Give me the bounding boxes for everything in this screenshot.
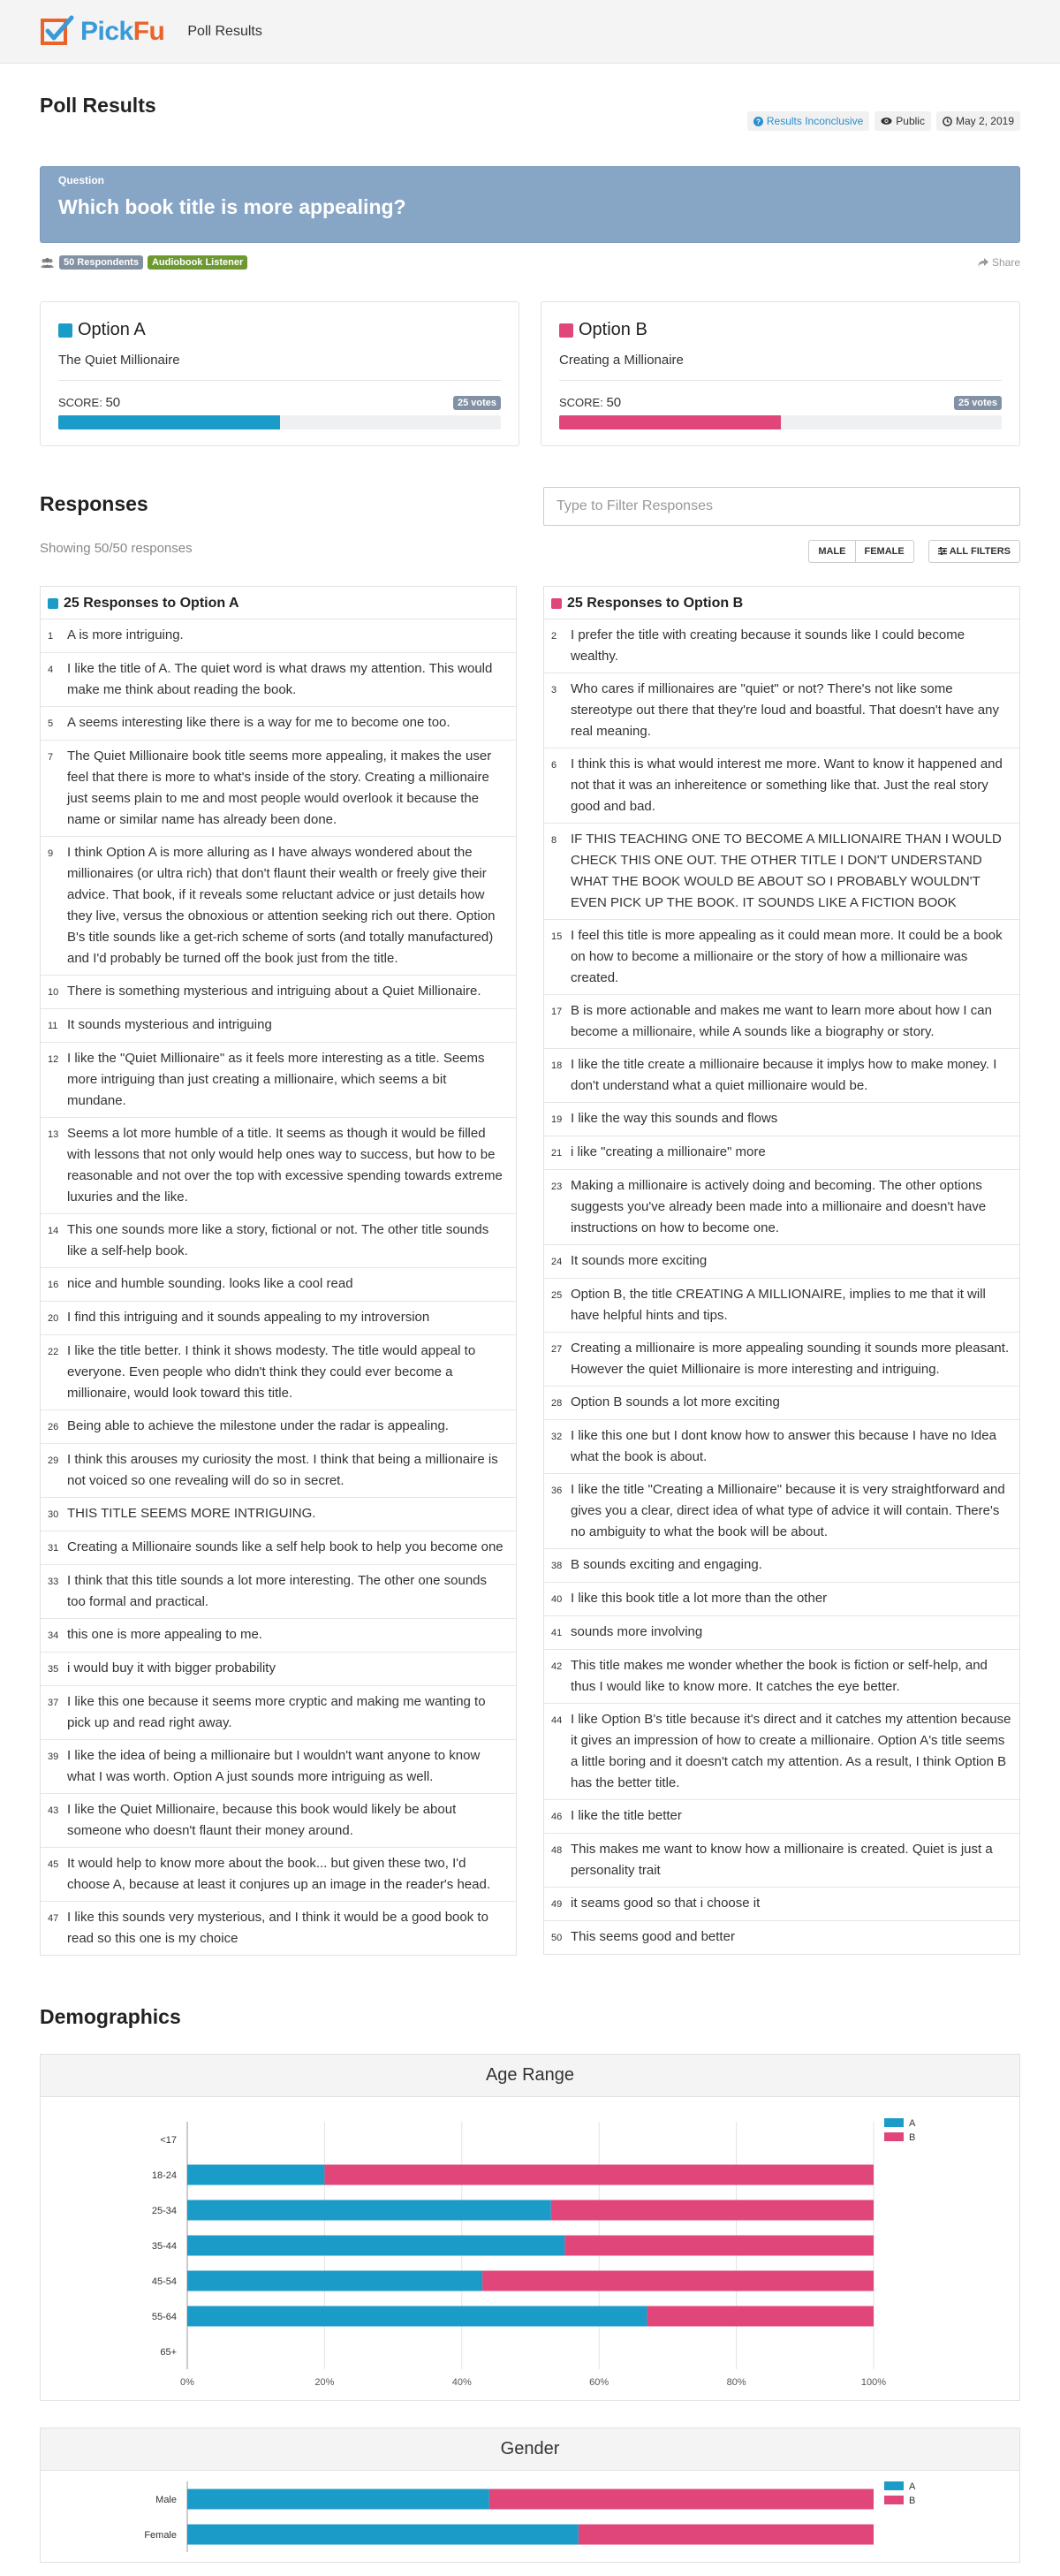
- response-text: this one is more appealing to me.: [67, 1627, 262, 1642]
- response-item: [544, 1245, 1019, 1279]
- response-item: [41, 1740, 516, 1794]
- response-number: 22: [48, 1347, 59, 1357]
- gender-filter-group: [808, 540, 913, 563]
- response-item: [544, 1704, 1019, 1800]
- response-number: 35: [48, 1664, 59, 1675]
- bar-b-55-64[interactable]: [647, 2306, 874, 2327]
- response-item: [41, 1848, 516, 1902]
- x-tick-label: 0%: [180, 2377, 194, 2388]
- demographics-title: Demographics: [40, 2005, 181, 2028]
- legend-label: A: [909, 2481, 916, 2492]
- response-number: 48: [551, 1845, 563, 1856]
- response-text: The Quiet Millionaire book title seems more appealing, it makes the user feel that there is more to what's inside of the story. Creating a millionaire just seems plain to me and most people would overlook it because the name or similar name has already been done.: [67, 748, 492, 827]
- response-number: 14: [48, 1226, 59, 1236]
- eye-icon: [881, 117, 892, 125]
- response-text: A is more intriguing.: [67, 627, 184, 642]
- option-a-label: Option A: [78, 320, 146, 339]
- sliders-icon: [938, 547, 947, 555]
- option-a-score: SCORE: 50: [58, 395, 121, 410]
- bar-a-25-34[interactable]: [187, 2200, 551, 2221]
- response-item: [41, 619, 516, 653]
- response-text: Option B, the title CREATING A MILLIONAIRE, implies to me that it will have helpful hints and tips.: [571, 1287, 986, 1323]
- response-text: I like the way this sounds and flows: [571, 1111, 778, 1126]
- response-text: This one sounds more like a story, fictional or not. The other title sounds like a self-help book.: [67, 1222, 489, 1258]
- response-text: I like this book title a lot more than the other: [571, 1591, 828, 1606]
- response-item: [544, 1549, 1019, 1583]
- response-text: I like Option B's title because it's direct and it catches my attention because it gives an impression of how to create a millionaire. Option A's title seems a little boring and it doesn't catch my attention. As a result, I think Option B has the better title.: [571, 1712, 1011, 1790]
- response-number: 17: [551, 1007, 563, 1017]
- question-text: Which book title is more appealing?: [58, 195, 406, 218]
- response-item: [41, 1653, 516, 1686]
- response-item: [544, 1650, 1019, 1704]
- response-item: [41, 1444, 516, 1498]
- response-number: 19: [551, 1114, 563, 1125]
- gender-chart-title: Gender: [41, 2428, 1019, 2471]
- response-text: Option B sounds a lot more exciting: [571, 1394, 780, 1410]
- response-number: 5: [48, 718, 54, 729]
- response-item: [41, 1565, 516, 1619]
- share-icon: [978, 258, 988, 267]
- response-text: Creating a Millionaire sounds like a self help book to help you become one: [67, 1539, 504, 1554]
- category-label: 35-44: [151, 2241, 177, 2252]
- response-item: [544, 748, 1019, 824]
- responses-option-b: [543, 586, 1020, 1955]
- page-header: [40, 88, 1020, 131]
- gender-chart: [41, 2471, 1019, 2559]
- response-number: 9: [48, 848, 54, 859]
- response-text: I like this one because it seems more cryptic and making me wanting to pick up and read right away.: [67, 1694, 486, 1730]
- option-b-swatch: [559, 323, 573, 338]
- response-number: 6: [551, 760, 557, 771]
- response-item: [544, 1387, 1019, 1420]
- response-number: 8: [551, 835, 557, 846]
- response-text: This title makes me wonder whether the book is fiction or self-help, and thus I would like to know more. It catches the eye better.: [571, 1658, 988, 1694]
- response-item: [544, 995, 1019, 1049]
- response-text: I like the title better: [571, 1808, 682, 1823]
- response-text: sounds more involving: [571, 1624, 703, 1639]
- response-number: 46: [551, 1812, 563, 1822]
- option-a-votes: 25 votes: [453, 396, 501, 410]
- option-a-title: The Quiet Millionaire: [58, 353, 501, 381]
- response-item: [544, 1474, 1019, 1549]
- legend-swatch-a: [884, 2481, 904, 2490]
- x-tick-label: 40%: [451, 2377, 472, 2388]
- poll-meta: [40, 255, 1020, 270]
- option-card-b: [541, 301, 1020, 446]
- legend-label: A: [909, 2118, 916, 2129]
- option-b-score-bar: [559, 415, 1002, 429]
- response-text: IF THIS TEACHING ONE TO BECOME A MILLIONAIRE THAN I WOULD CHECK THIS ONE OUT. THE OTHER TITLE I DON'T UNDERSTAND WHAT THE BOOK WOULD BE ABOUT SO I PROBABLY WOULDN'T EVEN PICK UP THE BOOK. IT SOUNDS LIKE A FICTION BOOK: [571, 832, 1002, 910]
- response-text: i would buy it with bigger probability: [67, 1660, 276, 1676]
- option-b-title: Creating a Millionaire: [559, 353, 1002, 381]
- pickfu-logo[interactable]: [40, 14, 164, 49]
- gender-chart-card: [40, 2428, 1020, 2563]
- option-b-votes: 25 votes: [954, 396, 1002, 410]
- option-b-swatch: [551, 598, 562, 609]
- response-number: 43: [48, 1805, 59, 1816]
- response-item: [41, 741, 516, 837]
- response-item: [544, 1420, 1019, 1474]
- response-number: 4: [48, 665, 54, 675]
- age-range-chart: [41, 2097, 1019, 2397]
- category-label: 18-24: [151, 2170, 177, 2181]
- response-item: [544, 1103, 1019, 1136]
- response-number: 30: [48, 1509, 59, 1520]
- visibility-text: Public: [896, 115, 925, 127]
- response-number: 20: [48, 1313, 59, 1324]
- response-text: B is more actionable and makes me want to learn more about how I can become a millionaire, while A sounds like a biography or story.: [571, 1003, 992, 1039]
- response-text: Who cares if millionaires are "quiet" or not? There's not like some stereotype out there that they're loud and boastful. That doesn't have any real meaning.: [571, 681, 999, 739]
- response-number: 15: [551, 931, 563, 942]
- response-item: [544, 824, 1019, 920]
- response-number: 32: [551, 1432, 563, 1442]
- response-number: 21: [551, 1148, 563, 1159]
- question-panel: [40, 166, 1020, 243]
- response-item: [41, 1302, 516, 1335]
- bar-b-male[interactable]: [489, 2489, 874, 2510]
- status-badge[interactable]: [747, 111, 869, 131]
- visibility-badge: [874, 111, 931, 131]
- response-item: [41, 1686, 516, 1740]
- response-item: [41, 707, 516, 741]
- response-number: 50: [551, 1933, 563, 1943]
- response-text: It sounds more exciting: [571, 1253, 708, 1268]
- options-row: [40, 301, 1020, 446]
- response-number: 34: [48, 1630, 59, 1641]
- question-label: Question: [58, 174, 105, 186]
- share-link[interactable]: [978, 256, 1020, 269]
- response-text: I think Option A is more alluring as I have always wondered about the millionaires (or ultra rich) that don't flaunt their wealth or freely give their advice. That book, if it reveals some reluctant advice or just details how they live, versus the obnoxious or attention seeking rich out there. Option B's title sounds like a get-rich scheme of sorts (and totally manufactured) and I'd probably be turned off the book just from the title.: [67, 845, 496, 966]
- all-filters-button[interactable]: ALL FILTERS: [928, 540, 1020, 563]
- response-item: [544, 1136, 1019, 1170]
- response-item: [544, 619, 1019, 673]
- date-badge: [936, 111, 1020, 131]
- response-item: [41, 1498, 516, 1531]
- response-number: 42: [551, 1661, 563, 1672]
- response-text: This makes me want to know how a millionaire is created. Quiet is just a personality trait: [571, 1842, 993, 1878]
- category-label: Female: [144, 2530, 177, 2541]
- response-item: [544, 1616, 1019, 1650]
- legend-label: B: [909, 2132, 916, 2143]
- bar-b-18-24[interactable]: [324, 2165, 874, 2185]
- response-item: [41, 653, 516, 707]
- response-number: 39: [48, 1752, 59, 1762]
- response-number: 11: [48, 1021, 58, 1031]
- response-item: [544, 1800, 1019, 1834]
- responses-count: Showing 50/50 responses: [40, 541, 193, 556]
- option-a-swatch: [58, 323, 72, 338]
- response-text: I think that this title sounds a lot more interesting. The other one sounds too formal and practical.: [67, 1573, 487, 1609]
- response-number: 12: [48, 1054, 59, 1065]
- bar-b-45-54[interactable]: [482, 2271, 874, 2291]
- response-item: [544, 1921, 1019, 1954]
- legend-swatch-b: [884, 2496, 904, 2504]
- response-text: I like this sounds very mysterious, and I think it would be a good book to read so this one is my choice: [67, 1910, 488, 1946]
- response-text: Being able to achieve the milestone under the radar is appealing.: [67, 1418, 449, 1433]
- status-text: Results Inconclusive: [766, 115, 864, 127]
- x-tick-label: 80%: [726, 2377, 746, 2388]
- response-item: [41, 1268, 516, 1302]
- female-filter-button[interactable]: FEMALE: [856, 540, 914, 563]
- response-number: 41: [551, 1628, 563, 1638]
- male-filter-button[interactable]: MALE: [808, 540, 855, 563]
- response-text: nice and humble sounding. looks like a cool read: [67, 1276, 353, 1291]
- response-number: 47: [48, 1913, 59, 1924]
- response-number: 18: [551, 1060, 563, 1071]
- responses-header: [40, 487, 1020, 563]
- category-label: 55-64: [151, 2312, 177, 2322]
- age-range-chart-card: [40, 2054, 1020, 2401]
- response-number: 3: [551, 685, 557, 695]
- response-number: 27: [551, 1344, 563, 1355]
- response-item: [41, 976, 516, 1009]
- bar-b-25-34[interactable]: [551, 2200, 874, 2221]
- response-number: 29: [48, 1455, 59, 1466]
- response-item: [544, 1888, 1019, 1921]
- bar-a-45-54[interactable]: [187, 2271, 482, 2291]
- age-range-chart-title: Age Range: [41, 2055, 1019, 2097]
- response-text: I like the "Quiet Millionaire" as it feels more interesting as a title. Seems more intriguing than just creating a millionaire, which seems a bit mundane.: [67, 1051, 485, 1108]
- response-item: [544, 920, 1019, 995]
- bar-b-female[interactable]: [579, 2525, 874, 2545]
- clock-icon: [943, 117, 952, 126]
- response-text: This seems good and better: [571, 1929, 735, 1944]
- response-item: [544, 1583, 1019, 1616]
- page-title: Poll Results: [40, 94, 156, 117]
- response-item: [41, 1794, 516, 1848]
- option-b-label: Option B: [579, 320, 647, 339]
- responses-a-title: 25 Responses to Option A: [64, 596, 239, 611]
- x-tick-label: 60%: [589, 2377, 610, 2388]
- response-text: I like the title better. I think it shows modesty. The title would appeal to everyone. Even people who didn't think they could ever become a millionaire, would look toward this title.: [67, 1343, 476, 1401]
- x-tick-label: 20%: [314, 2377, 335, 2388]
- response-text: I think this arouses my curiosity the most. I think that being a millionaire is not voiced so one revealing will do so in secret.: [67, 1452, 498, 1488]
- svg-text:?: ?: [755, 118, 761, 126]
- bar-a-55-64[interactable]: [187, 2306, 647, 2327]
- response-text: THIS TITLE SEEMS MORE INTRIGUING.: [67, 1506, 316, 1521]
- response-text: I like the idea of being a millionaire but I wouldn't want anyone to know what I was worth. Option A just sounds more intriguing as well.: [67, 1748, 481, 1784]
- response-text: Creating a millionaire is more appealing sounding it sounds more pleasant. However the quiet Millionaire is more interesting and intriguing.: [571, 1341, 1010, 1377]
- response-text: i like "creating a millionaire" more: [571, 1144, 766, 1159]
- response-number: 38: [551, 1561, 563, 1571]
- response-number: 2: [551, 631, 557, 642]
- response-item: [544, 1279, 1019, 1333]
- response-text: I feel this title is more appealing as it could mean more. It could be a book on how to become a millionaire or the story of how a millionaire was created.: [571, 928, 1003, 985]
- responses-b-title: 25 Responses to Option B: [567, 596, 744, 611]
- filter-responses-input[interactable]: [543, 487, 1020, 526]
- category-label: <17: [160, 2135, 177, 2146]
- response-item: [41, 1043, 516, 1118]
- response-item: [544, 1049, 1019, 1103]
- responses-b-list: [544, 619, 1019, 1954]
- option-card-a: [40, 301, 519, 446]
- response-number: 16: [48, 1280, 59, 1290]
- response-number: 36: [551, 1486, 563, 1496]
- bar-a-male[interactable]: [187, 2489, 489, 2510]
- responses-option-a: [40, 586, 517, 1956]
- bar-a-35-44[interactable]: [187, 2236, 564, 2256]
- response-number: 40: [551, 1594, 563, 1605]
- response-item: [544, 673, 1019, 748]
- response-number: 49: [551, 1899, 563, 1910]
- bar-b-35-44[interactable]: [564, 2236, 874, 2256]
- response-item: [41, 1410, 516, 1444]
- option-a-score-bar: [58, 415, 501, 429]
- bar-a-female[interactable]: [187, 2525, 579, 2545]
- response-item: [41, 1335, 516, 1410]
- header-badges: [747, 111, 1020, 131]
- response-text: Making a millionaire is actively doing and becoming. The other options suggests you've already been made into a millionaire and doesn't have instructions on how to become one.: [571, 1178, 987, 1235]
- audience-badge: Audiobook Listener: [148, 255, 247, 270]
- response-number: 28: [551, 1398, 563, 1409]
- response-item: [41, 1009, 516, 1043]
- legend-label: B: [909, 2496, 916, 2506]
- response-number: 23: [551, 1182, 563, 1192]
- top-bar: [0, 0, 1060, 64]
- responses-a-list: [41, 619, 516, 1955]
- response-item: [544, 1333, 1019, 1387]
- response-text: I find this intriguing and it sounds appealing to my introversion: [67, 1310, 430, 1325]
- response-text: It sounds mysterious and intriguing: [67, 1017, 272, 1032]
- response-item: [41, 1902, 516, 1955]
- logo-text: PickFu: [80, 16, 165, 46]
- logo-check-icon: [40, 14, 75, 49]
- date-text: May 2, 2019: [955, 115, 1014, 127]
- response-text: Seems a lot more humble of a title. It seems as though it would be filled with lessons that not only would help ones way to success, but how to be reasonable and not over the top with excessive spending towards extreme luxuries and the like.: [67, 1126, 503, 1204]
- respondents-badge: 50 Respondents: [59, 255, 143, 270]
- x-tick-label: 100%: [860, 2377, 887, 2388]
- question-circle-icon: [753, 117, 763, 126]
- response-text: I prefer the title with creating because it sounds like I could become wealthy.: [571, 627, 965, 664]
- response-item: [41, 1531, 516, 1565]
- response-number: 1: [48, 631, 54, 642]
- option-a-swatch: [48, 598, 58, 609]
- response-item: [544, 1170, 1019, 1245]
- category-label: 25-34: [151, 2206, 177, 2216]
- response-number: 37: [48, 1698, 59, 1708]
- response-text: I like the title "Creating a Millionaire" because it is very straightforward and gives you a clear, direct idea of what type of advice it will contain. There's no ambiguity to what the book will be about.: [571, 1482, 1005, 1539]
- response-text: I like the title of A. The quiet word is what draws my attention. This would make me think about reading the book.: [67, 661, 493, 697]
- response-text: It would help to know more about the book... but given these two, I'd choose A, because at least it conjures up an image in the reader's head.: [67, 1856, 491, 1892]
- app-title: Poll Results: [187, 23, 262, 39]
- responses-title: Responses: [40, 492, 148, 515]
- category-label: Male: [155, 2495, 177, 2505]
- response-item: [544, 1834, 1019, 1888]
- legend-swatch-a: [884, 2118, 904, 2127]
- response-number: 13: [48, 1129, 59, 1140]
- response-item: [41, 1118, 516, 1214]
- users-icon: [40, 257, 55, 269]
- response-number: 7: [48, 752, 54, 763]
- response-number: 24: [551, 1257, 563, 1267]
- bar-a-18-24[interactable]: [187, 2165, 324, 2185]
- share-label: Share: [991, 256, 1020, 269]
- response-text: I like the title create a millionaire because it implys how to make money. I don't understand what a quiet millionaire would be.: [571, 1057, 997, 1093]
- option-a-bar-fill: [58, 415, 280, 429]
- response-text: I think this is what would interest me more. Want to know it happened and not that it was an inhereitence or something like that. Just the real story good and bad.: [571, 756, 1003, 814]
- response-item: [41, 837, 516, 976]
- response-item: [41, 1619, 516, 1653]
- category-label: 45-54: [151, 2276, 177, 2287]
- response-number: 33: [48, 1577, 59, 1587]
- responses-columns: [40, 586, 1020, 1956]
- response-number: 26: [48, 1422, 59, 1432]
- response-number: 45: [48, 1859, 59, 1870]
- response-number: 25: [551, 1290, 563, 1301]
- response-text: I like this one but I dont know how to answer this because I have no Idea what the book is about.: [571, 1428, 996, 1464]
- response-number: 44: [551, 1715, 563, 1726]
- response-number: 10: [48, 987, 59, 998]
- legend-swatch-b: [884, 2132, 904, 2141]
- option-b-score: SCORE: 50: [559, 395, 622, 410]
- response-number: 31: [48, 1543, 59, 1554]
- response-text: There is something mysterious and intriguing about a Quiet Millionaire.: [67, 984, 481, 999]
- response-text: A seems interesting like there is a way for me to become one too.: [67, 715, 450, 730]
- category-label: 65+: [160, 2347, 177, 2358]
- response-text: I like the Quiet Millionaire, because this book would likely be about someone who doesn't flaunt their money around.: [67, 1802, 457, 1838]
- response-item: [41, 1214, 516, 1268]
- option-b-bar-fill: [559, 415, 781, 429]
- response-text: B sounds exciting and engaging.: [571, 1557, 762, 1572]
- response-text: it seams good so that i choose it: [571, 1896, 761, 1911]
